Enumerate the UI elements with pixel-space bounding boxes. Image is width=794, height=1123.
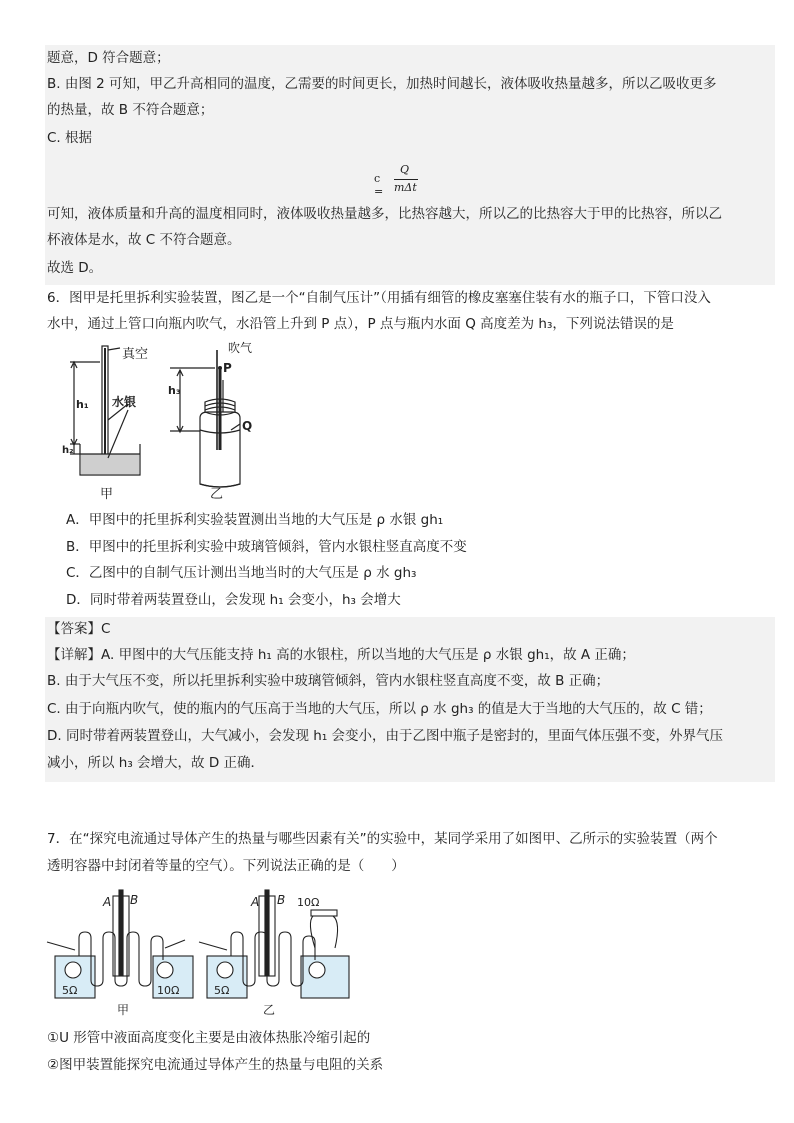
label-mercury: 水银 bbox=[112, 395, 137, 409]
analysis-line: 杯液体是水，故 C 不符合题意。 bbox=[47, 232, 241, 248]
label-yi: 乙 bbox=[210, 487, 224, 502]
option-D: D．同时带着两装置登山，会发现 h₁ 会变小，h₃ 会增大 bbox=[66, 592, 401, 608]
formula-denominator: mΔt bbox=[394, 181, 417, 194]
answer-label: 【答案】C bbox=[47, 621, 111, 637]
analysis-line: 的热量，故 B 不符合题意； bbox=[47, 102, 214, 118]
apparatus-jia bbox=[47, 890, 193, 998]
point-P bbox=[218, 366, 222, 370]
label-10ohm-external: 10Ω bbox=[297, 896, 320, 909]
statement-1: ①U 形管中液面高度变化主要是由液体热胀冷缩引起的 bbox=[47, 1030, 371, 1046]
label-h3: h₃ bbox=[168, 384, 181, 397]
label-A-jia: A bbox=[103, 895, 112, 909]
question-stem: 水中，通过上管口向瓶内吹气，水沿管上升到 P 点），P 点与瓶内水面 Q 高度差为 h₃，下列说法错误的是 bbox=[47, 316, 674, 332]
option-A: A．甲图中的托里拆利实验装置测出当地的大气压是 ρ 水银 gh₁ bbox=[66, 512, 444, 528]
label-yi: 乙 bbox=[263, 1003, 276, 1017]
label-vacuum: 真空 bbox=[122, 347, 149, 362]
label-blow: 吹气 bbox=[228, 341, 253, 355]
label-h2: h₂ bbox=[62, 445, 74, 456]
label-5ohm-yi: 5Ω bbox=[214, 984, 230, 997]
label-B-jia: B bbox=[130, 893, 139, 907]
option-C: C．乙图中的自制气压计测出当地当时的大气压是 ρ 水 gh₃ bbox=[66, 565, 417, 581]
question-stem: 7．在“探究电流通过导体产生的热量与哪些因素有关”的实验中，某同学采用了如图甲、乙所示的实验装置（两个 bbox=[47, 831, 718, 847]
label-B-yi: B bbox=[277, 893, 286, 907]
label-jia: 甲 bbox=[117, 1003, 130, 1017]
formula-lhs: c = bbox=[374, 172, 384, 198]
label-10ohm-jia: 10Ω bbox=[157, 984, 180, 997]
apparatus-yi bbox=[199, 890, 349, 998]
detail-line: 减小，所以 h₃ 会增大，故 D 正确． bbox=[47, 755, 265, 771]
label-jia: 甲 bbox=[100, 487, 114, 502]
analysis-line: B. 由图 2 可知，甲乙升高相同的温度，乙需要的时间更长，加热时间越长，液体吸收热量越多，所以乙吸收更多 bbox=[47, 76, 717, 92]
figure-q7 bbox=[45, 882, 365, 1022]
analysis-line: 题意，D 符合题意； bbox=[47, 50, 170, 66]
detail-line: B. 由于大气压不变，所以托里拆利实验中玻璃管倾斜，管内水银柱竖直高度不变，故 B 正确； bbox=[47, 673, 610, 689]
label-5ohm-jia: 5Ω bbox=[62, 984, 78, 997]
label-Q: Q bbox=[242, 419, 253, 433]
question-stem: 透明容器中封闭着等量的空气）。下列说法正确的是（ ） bbox=[47, 858, 405, 874]
option-B: B．甲图中的托里拆利实验中玻璃管倾斜，管内水银柱竖直高度不变 bbox=[66, 539, 467, 555]
figure-q6 bbox=[60, 340, 280, 505]
label-h1: h₁ bbox=[76, 398, 89, 411]
formula-numerator: Q bbox=[400, 163, 410, 176]
analysis-line: 故选 D。 bbox=[47, 260, 103, 276]
fraction-bar bbox=[394, 179, 418, 180]
detail-line: 【详解】A. 甲图中的大气压能支持 h₁ 高的水银柱，所以当地的大气压是 ρ 水银 gh₁，故 A 正确； bbox=[47, 647, 635, 663]
question-stem: 6．图甲是托里拆利实验装置，图乙是一个“自制气压计”（用插有细管的橡皮塞塞住装有水的瓶子口，下管口没入 bbox=[47, 290, 711, 306]
label-P: P bbox=[223, 361, 232, 375]
statement-2: ②图甲装置能探究电流通过导体产生的热量与电阻的关系 bbox=[47, 1057, 384, 1073]
analysis-line: C. 根据 bbox=[47, 130, 93, 146]
detail-line: D. 同时带着两装置登山，大气减小，会发现 h₁ 会变小，由于乙图中瓶子是密封的，里面气体压强不变，外界气压 bbox=[47, 728, 724, 744]
analysis-line: 可知，液体质量和升高的温度相同时，液体吸收热量越多，比热容越大，所以乙的比热容大于甲的比热容，所以乙 bbox=[47, 206, 722, 222]
detail-line: C. 由于向瓶内吹气，使的瓶内的气压高于当地的大气压，所以 ρ 水 gh₃ 的值是大于当地的大气压的，故 C 错； bbox=[47, 701, 712, 717]
label-A-yi: A bbox=[251, 895, 260, 909]
